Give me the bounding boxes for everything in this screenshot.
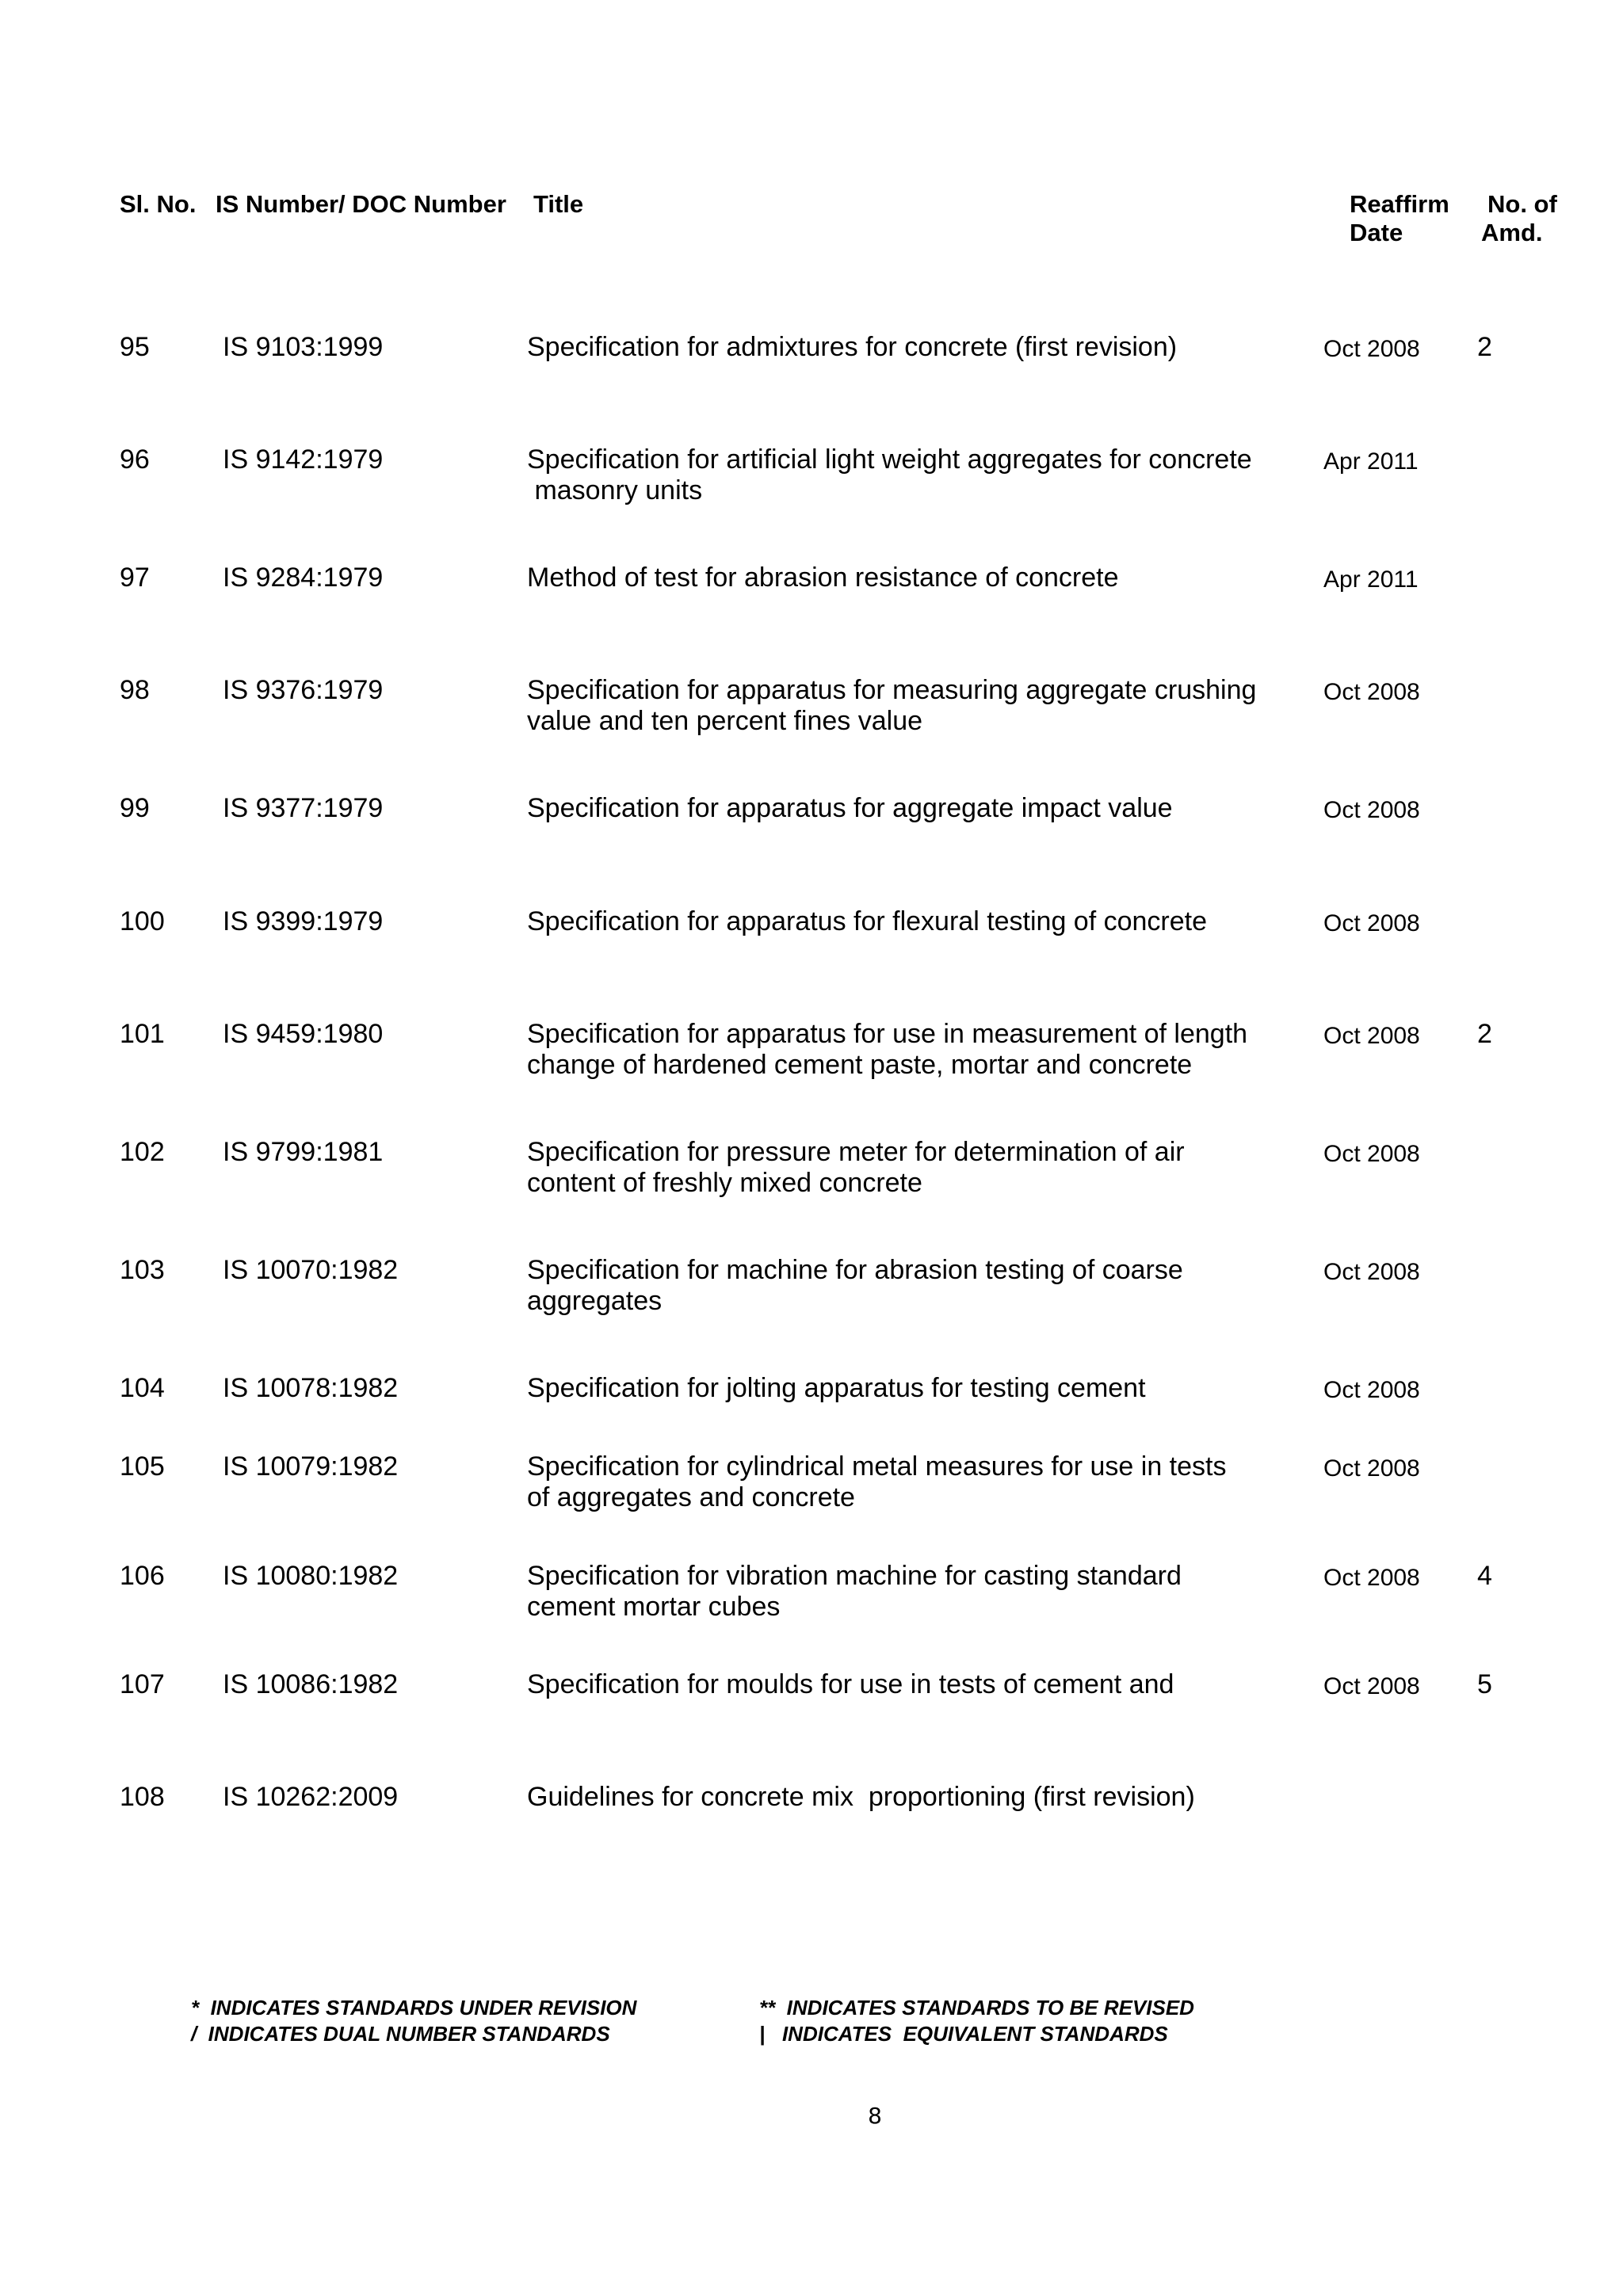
row-sl-no: 97 [120,563,150,593]
row-title-line: value and ten percent fines value [527,706,923,736]
row-title-line: Specification for artificial light weight aggregates for concrete [527,444,1252,475]
header-sl-no: Sl. No. [120,190,197,218]
row-reaffirm-date: Oct 2008 [1323,1023,1420,1049]
legend-under-revision: * INDICATES STANDARDS UNDER REVISION [191,1996,637,2019]
row-is-number: IS 10079:1982 [223,1451,399,1482]
row-title-line: Method of test for abrasion resistance of concrete [527,563,1119,593]
row-title-line: content of freshly mixed concrete [527,1168,922,1198]
row-is-number: IS 9284:1979 [223,563,384,593]
row-reaffirm-date: Oct 2008 [1323,1141,1420,1167]
legend-equivalent: | INDICATES EQUIVALENT STANDARDS [759,2022,1168,2046]
row-sl-no: 107 [120,1669,165,1699]
row-title-line: Specification for apparatus for aggregate impact value [527,793,1173,823]
row-title-line: change of hardened cement paste, mortar and concrete [527,1050,1193,1080]
page-number: 8 [868,2103,882,2129]
header-reaffirm: Reaffirm [1350,190,1449,218]
row-title [527,1373,1280,1404]
row-is-number: IS 9377:1979 [223,793,384,823]
row-title [527,1561,1280,1623]
row-title [527,1255,1280,1317]
row-is-number: IS 10070:1982 [223,1255,399,1285]
row-is-number: IS 10086:1982 [223,1669,399,1699]
row-is-number: IS 9142:1979 [223,444,384,475]
row-title-line: Specification for machine for abrasion testing of coarse [527,1255,1183,1285]
row-reaffirm-date: Oct 2008 [1323,1377,1420,1403]
row-amendments: 2 [1477,1019,1492,1049]
row-is-number: IS 9399:1979 [223,906,384,936]
row-reaffirm-date: Oct 2008 [1323,1259,1420,1285]
row-is-number: IS 10080:1982 [223,1561,399,1591]
row-title [527,1137,1280,1199]
row-reaffirm-date: Oct 2008 [1323,336,1420,362]
row-is-number: IS 9459:1980 [223,1019,384,1049]
row-title-line: Specification for moulds for use in tests of cement and [527,1669,1174,1699]
row-sl-no: 100 [120,906,165,936]
row-title [527,563,1280,593]
row-title-line: Specification for pressure meter for determination of air [527,1137,1185,1167]
row-sl-no: 106 [120,1561,165,1591]
row-title-line: Specification for cylindrical metal measures for use in tests [527,1451,1227,1482]
row-title [527,906,1280,937]
header-amd: Amd. [1481,219,1543,246]
row-sl-no: 102 [120,1137,165,1167]
row-reaffirm-date: Oct 2008 [1323,679,1420,705]
row-sl-no: 105 [120,1451,165,1482]
row-title [527,1451,1280,1513]
row-sl-no: 96 [120,444,150,475]
header-title: Title [533,190,584,218]
row-title-line: cement mortar cubes [527,1592,781,1622]
legend-dual-number: / INDICATES DUAL NUMBER STANDARDS [191,2022,610,2046]
row-title-line: Specification for apparatus for measuring aggregate crushing [527,675,1257,705]
row-reaffirm-date: Oct 2008 [1323,1455,1420,1482]
row-title-line: of aggregates and concrete [527,1482,855,1512]
row-is-number: IS 9799:1981 [223,1137,384,1167]
row-title-line: Specification for apparatus for use in measurement of length [527,1019,1248,1049]
row-title [527,675,1280,737]
row-title-line: Specification for vibration machine for casting standard [527,1561,1182,1591]
row-title-line: aggregates [527,1286,663,1316]
row-title [527,1782,1280,1813]
row-title [527,1019,1280,1081]
legend-to-be-revised: ** INDICATES STANDARDS TO BE REVISED [759,1996,1194,2019]
row-title-line: masonry units [527,475,703,505]
row-title [527,444,1280,506]
row-is-number: IS 9376:1979 [223,675,384,705]
row-title [527,1669,1280,1700]
row-sl-no: 104 [120,1373,165,1403]
header-no-of: No. of [1487,190,1557,218]
row-title-line: Guidelines for concrete mix proportioning (first revision) [527,1782,1195,1812]
row-sl-no: 108 [120,1782,165,1812]
row-title [527,793,1280,824]
row-title-line: Specification for jolting apparatus for testing cement [527,1373,1146,1403]
row-amendments: 4 [1477,1561,1492,1591]
row-is-number: IS 9103:1999 [223,332,384,362]
row-reaffirm-date: Oct 2008 [1323,1673,1420,1699]
row-amendments: 5 [1477,1669,1492,1699]
header-is-number: IS Number/ DOC Number [216,190,506,218]
row-reaffirm-date: Apr 2011 [1323,566,1419,593]
row-reaffirm-date: Apr 2011 [1323,448,1419,475]
row-amendments: 2 [1477,332,1492,362]
row-title [527,332,1280,363]
header-date: Date [1350,219,1403,246]
row-sl-no: 98 [120,675,150,705]
row-sl-no: 101 [120,1019,165,1049]
row-is-number: IS 10078:1982 [223,1373,399,1403]
row-reaffirm-date: Oct 2008 [1323,797,1420,823]
row-title-line: Specification for apparatus for flexural testing of concrete [527,906,1208,936]
row-sl-no: 95 [120,332,150,362]
row-is-number: IS 10262:2009 [223,1782,399,1812]
row-sl-no: 99 [120,793,150,823]
row-reaffirm-date: Oct 2008 [1323,1565,1420,1591]
row-sl-no: 103 [120,1255,165,1285]
row-reaffirm-date: Oct 2008 [1323,910,1420,936]
row-title-line: Specification for admixtures for concrete (first revision) [527,332,1178,362]
